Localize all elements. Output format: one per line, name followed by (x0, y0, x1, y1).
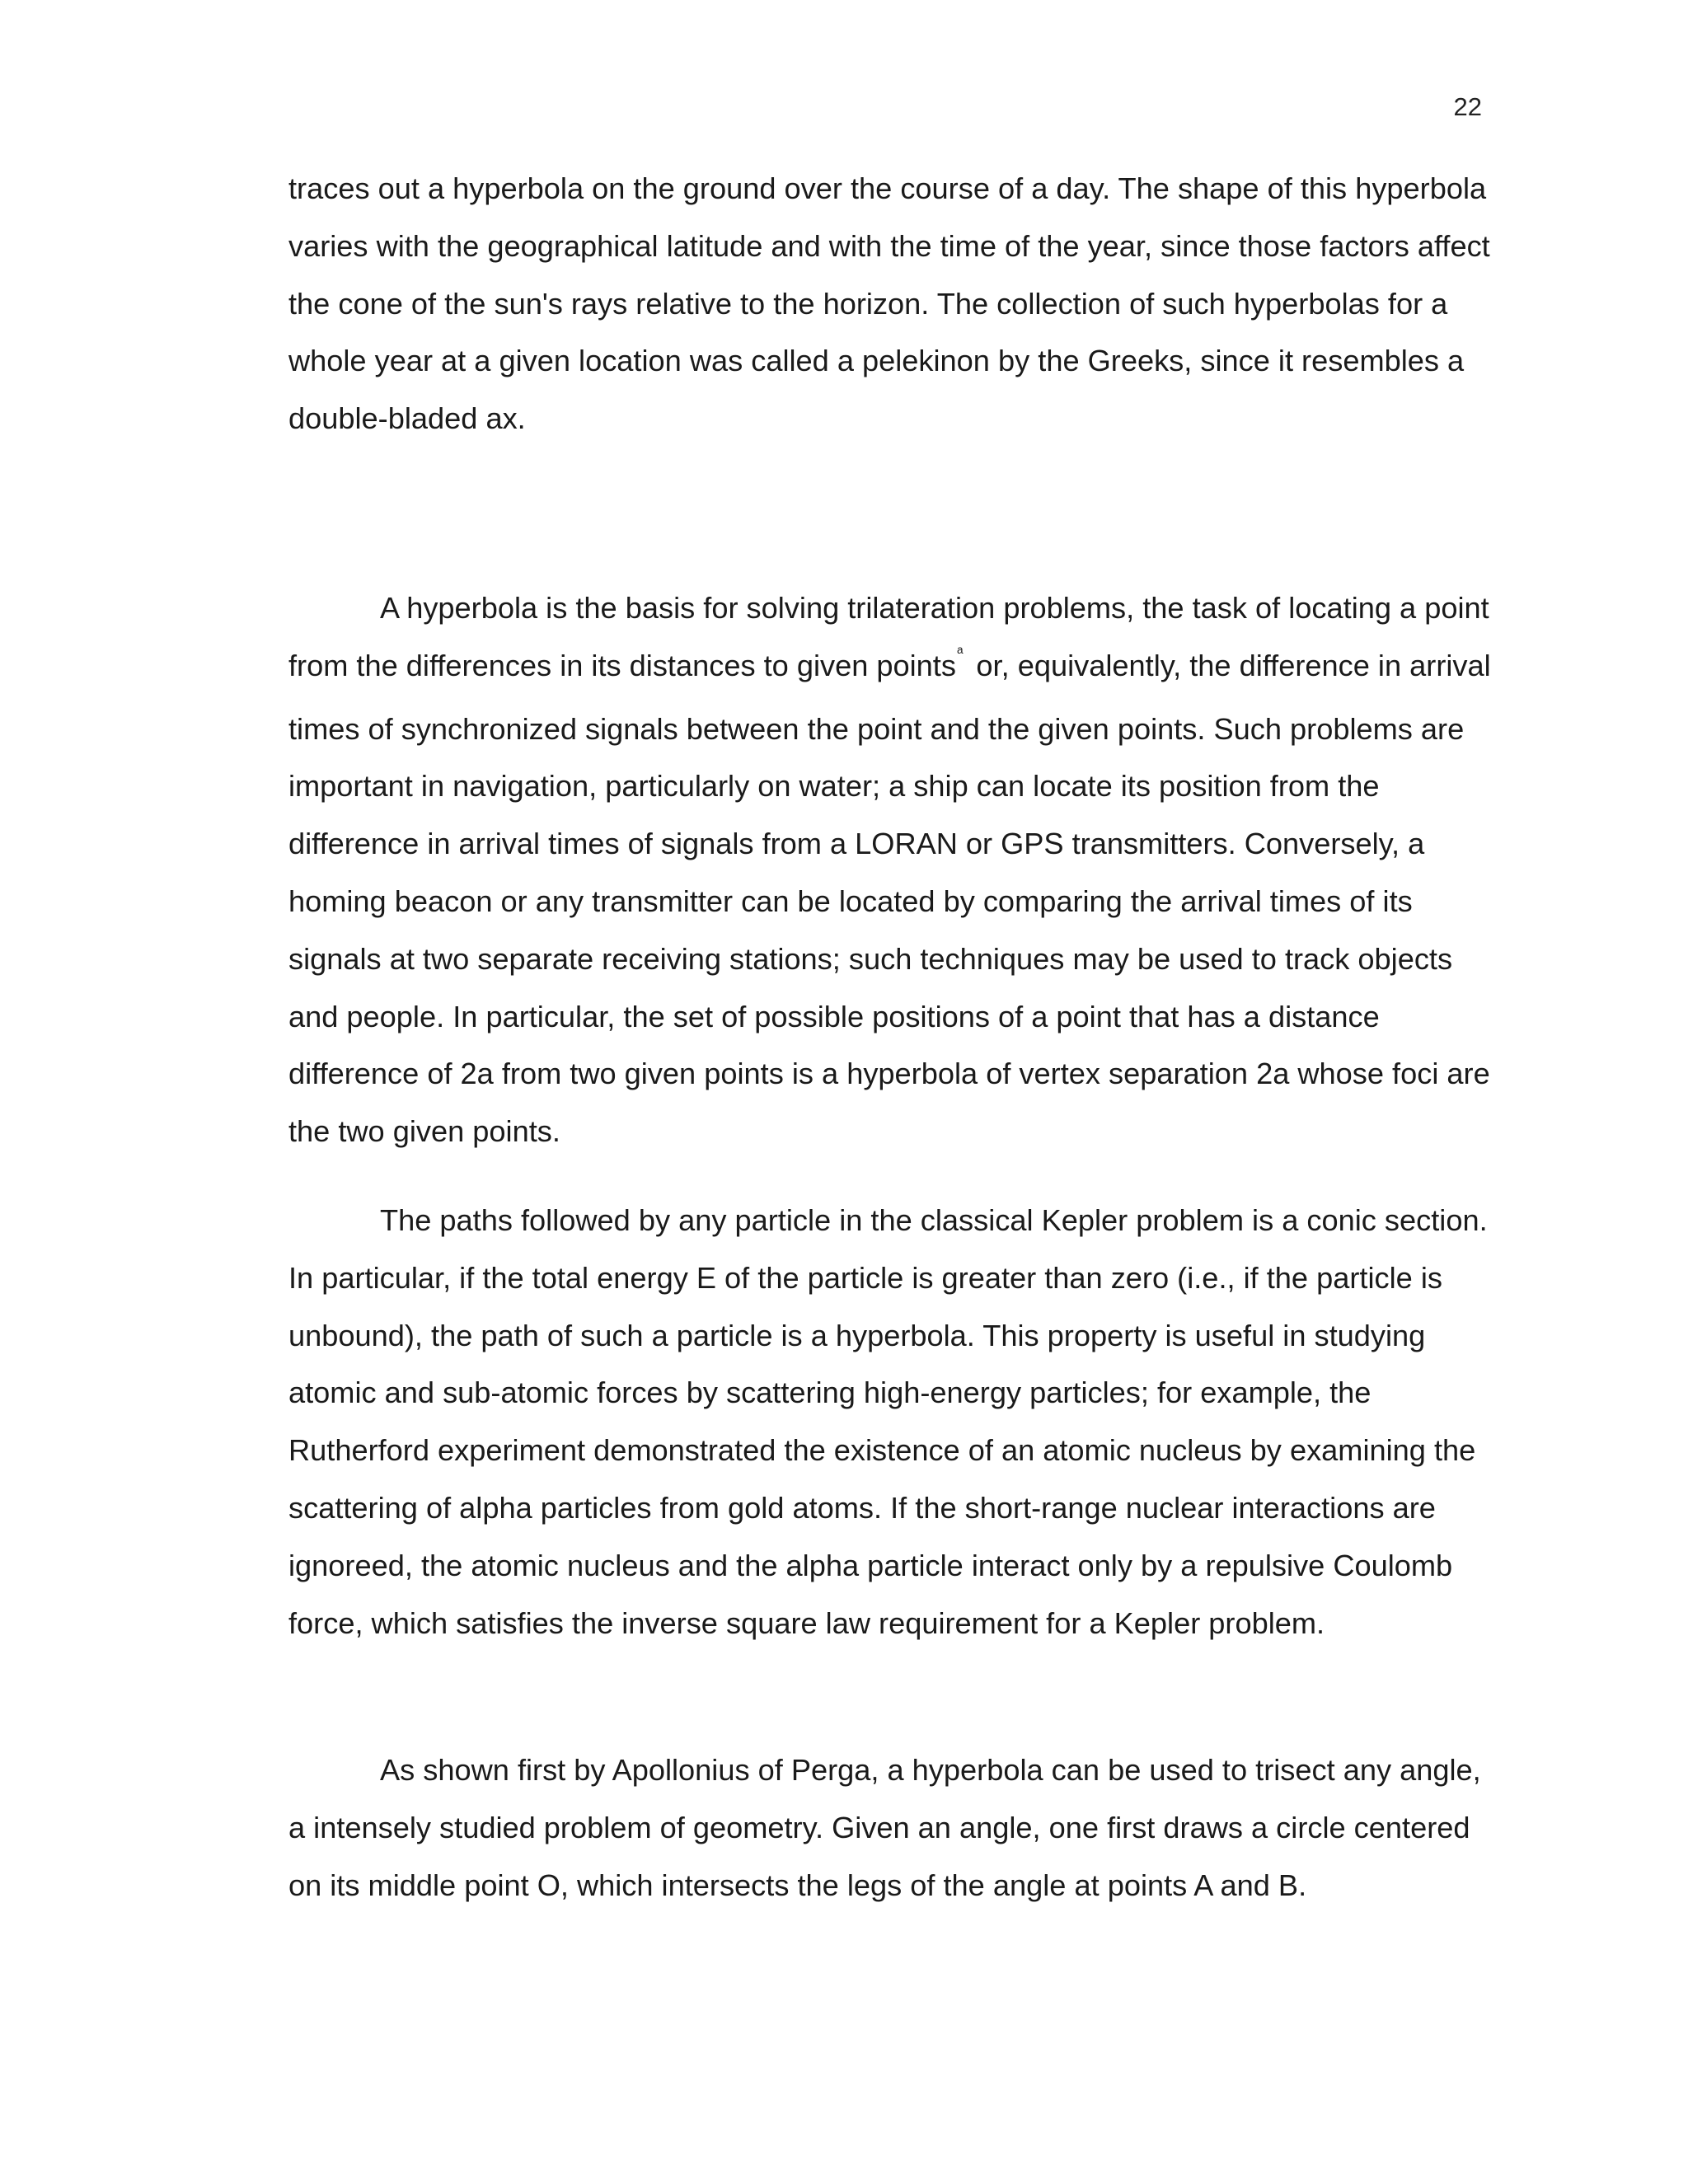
paragraph-trilateration-text-start: A hyperbola is the basis for solving trilateration problems, the task of locating a point from the differences in its distances to given points (288, 591, 1489, 682)
paragraph-kepler-problem: The paths followed by any particle in the classical Kepler problem is a conic section. In particular, if the total energy E of the particle is greater than zero (i.e., if the particle is unbound), the path of such a particle is a hyperbola. This property is useful in studying atomic and sub-atomic forces by scattering high-energy particles; for example, the Rutherford experiment demonstrated the existence of an atomic nucleus by examining the scattering of alpha particles from gold atoms. If the short-range nuclear interactions are ignoreed, the atomic nucleus and the alpha particle interact only by a repulsive Coulomb force, which satisfies the inverse square law requirement for a Kepler problem. (288, 1203, 1488, 1640)
paragraph-sundial-hyperbola: traces out a hyperbola on the ground over the course of a day. The shape of this hyperbola varies with the geographical latitude and with the time of the year, since those factors affect the cone of the sun's rays relative to the horizon. The collection of such hyperbolas for a whole year at a given location was called a pelekinon by the Greeks, since it resembles a double-bladed ax. (288, 171, 1490, 436)
footnote-mark: ᵃ (956, 643, 964, 662)
paragraph-angle-trisection: As shown first by Apollonius of Perga, a hyperbola can be used to trisect any angle, a intensely studied problem of geometry. Given an angle, one first draws a circle centered on its middle point O, which intersects the legs of the angle at points A and B. (288, 1753, 1481, 1902)
paragraph-trilateration-text-end: or, equivalently, the difference in arrival times of synchronized signals between the point and the given points. Such problems are important in navigation, particularly on water; a ship can locate its position from the difference in arrival times of signals from a LORAN or GPS transmitters. Conversely, a homing beacon or any transmitter can be located by comparing the arrival times of its signals at two separate receiving stations; such techniques may be used to track objects and people. In particular, the set of possible positions of a point that has a distance difference of 2a from two given points is a hyperbola of vertex separation 2a whose foci are the two given points. (288, 648, 1491, 1149)
paragraph-trilateration (288, 579, 1492, 1160)
page-number: 22 (1453, 92, 1482, 121)
